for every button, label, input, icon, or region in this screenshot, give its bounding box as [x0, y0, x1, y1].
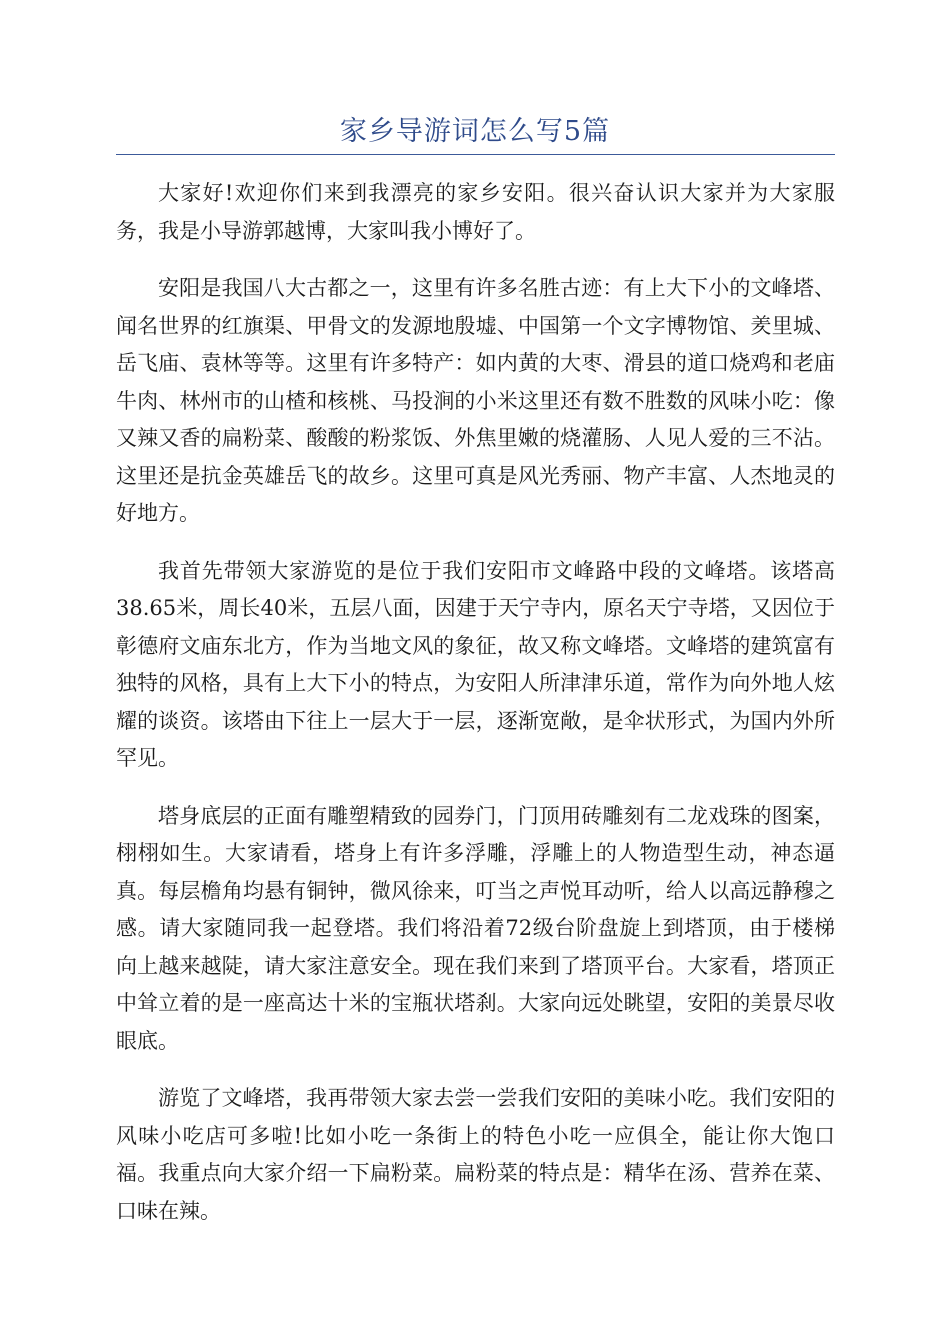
- paragraph-5: 游览了文峰塔，我再带领大家去尝一尝我们安阳的美味小吃。我们安阳的风味小吃店可多啦!比如小吃一条街上的特色小吃一应俱全，能让你大饱口福。我重点向大家介绍一下扁粉菜。扁粉菜的特点是：精华在汤、营养在菜、口味在辣。: [116, 1086, 835, 1223]
- paragraph-2: 安阳是我国八大古都之一，这里有许多名胜古迹：有上大下小的文峰塔、闻名世界的红旗渠、甲骨文的发源地殷墟、中国第一个文字博物馆、羑里城、岳飞庙、袁林等等。这里有许多特产：如内黄的大枣、滑县的道口烧鸡和老庙牛肉、林州市的山楂和核桃、马投涧的小米这里还有数不胜数的风味小吃：像又辣又香的扁粉菜、酸酸的粉浆饭、外焦里嫩的烧灌肠、人见人爱的三不沾。这里还是抗金英雄岳飞的故乡。这里可真是风光秀丽、物产丰富、人杰地灵的好地方。: [116, 276, 835, 525]
- paragraph-1: 大家好!欢迎你们来到我漂亮的家乡安阳。很兴奋认识大家并为大家服务，我是小导游郭越博，大家叫我小博好了。: [116, 181, 835, 243]
- document-title: 家乡导游词怎么写5篇: [339, 116, 611, 147]
- paragraph-4: 塔身底层的正面有雕塑精致的园券门，门顶用砖雕刻有二龙戏珠的图案，栩栩如生。大家请看，塔身上有许多浮雕，浮雕上的人物造型生动，神态逼真。每层檐角均悬有铜钟，微风徐来，叮当之声悦耳动听，给人以高远静穆之感。请大家随同我一起登塔。我们将沿着72级台阶盘旋上到塔顶，由于楼梯向上越来越陡，请大家注意安全。现在我们来到了塔顶平台。大家看，塔顶正中耸立着的是一座高达十米的宝瓶状塔刹。大家向远处眺望，安阳的美景尽收眼底。: [116, 803, 835, 1053]
- document-body: [116, 175, 835, 1250]
- paragraph-3: 我首先带领大家游览的是位于我们安阳市文峰路中段的文峰塔。该塔高38.65米，周长40米，五层八面，因建于天宁寺内，原名天宁寺塔，又因位于彰德府文庙东北方，作为当地文风的象征，故又称文峰塔。文峰塔的建筑富有独特的风格，具有上大下小的特点，为安阳人所津津乐道，常作为向外地人炫耀的谈资。该塔由下往上一层大于一层，逐渐宽敞，是伞状形式，为国内外所罕见。: [116, 558, 835, 770]
- title-underline: [116, 154, 835, 155]
